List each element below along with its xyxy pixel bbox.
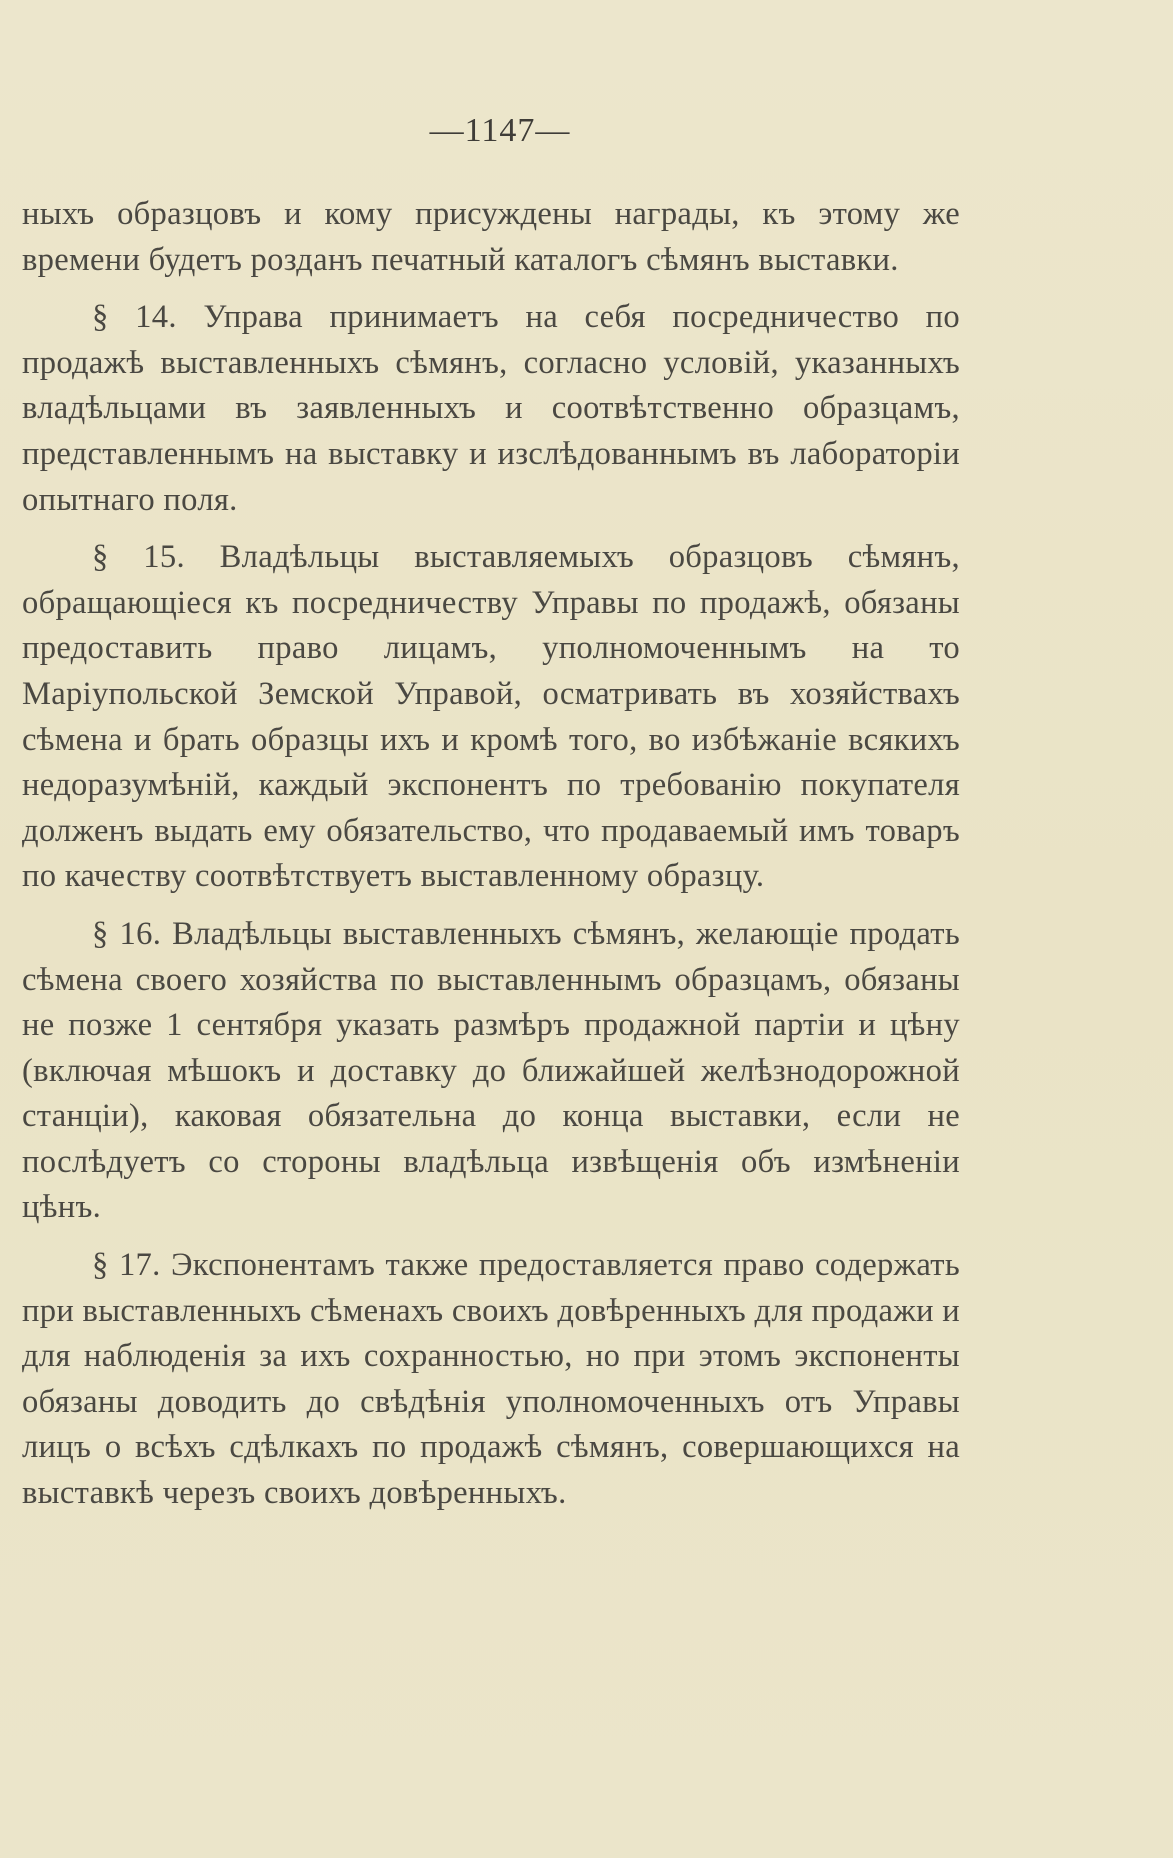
body-text	[22, 192, 960, 1517]
paragraph-section-17: § 17. Экспонентамъ также предоставляется право содержать при выставленныхъ сѣменахъ своихъ довѣренныхъ для продажи и для наблюденія за ихъ сохранностью, но при этомъ экспоненты обязаны доводить до свѣдѣнія уполномоченныхъ отъ Управы лицъ о всѣхъ сдѣлкахъ по продажѣ сѣмянъ, совершающихся на выставкѣ черезъ своихъ довѣренныхъ.	[22, 1247, 960, 1512]
paragraph-section-14: § 14. Управа принимаетъ на себя посредничество по продажѣ выставленныхъ сѣмянъ, согласно условій, указанныхъ владѣльцами въ заявленныхъ и соотвѣтственно образцамъ, представленнымъ на выставку и изслѣдованнымъ въ лабораторіи опытнаго поля.	[22, 299, 960, 518]
page-number: —1147—	[429, 112, 571, 149]
paragraph-section-15: § 15. Владѣльцы выставляемыхъ образцовъ сѣмянъ, обращающіеся къ посредничеству Управы по продажѣ, обязаны предоставить право лицамъ, уполномоченнымъ на то Маріупольской Земской Управой, осматривать въ хозяйствахъ сѣмена и брать образцы ихъ и кромѣ того, во избѣжаніе всякихъ недоразумѣній, каждый экспонентъ по требованію покупателя долженъ выдать ему обязательство, что продаваемый имъ товаръ по качеству соотвѣтствуетъ выставленному образцу.	[22, 539, 960, 895]
paragraph-section-16: § 16. Владѣльцы выставленныхъ сѣмянъ, желающіе продать сѣмена своего хозяйства по выставленнымъ образцамъ, обязаны не позже 1 сентября указать размѣръ продажной партіи и цѣну (включая мѣшокъ и доставку до ближайшей желѣзнодорожной станціи), каковая обязательна до конца выставки, если не послѣдуетъ со стороны владѣльца извѣщенія объ измѣненіи цѣнъ.	[22, 915, 960, 1226]
paragraph-continuation: ныхъ образцовъ и кому присуждены награды, къ этому же времени будетъ розданъ печатный каталогъ сѣмянъ выставки.	[22, 196, 960, 278]
